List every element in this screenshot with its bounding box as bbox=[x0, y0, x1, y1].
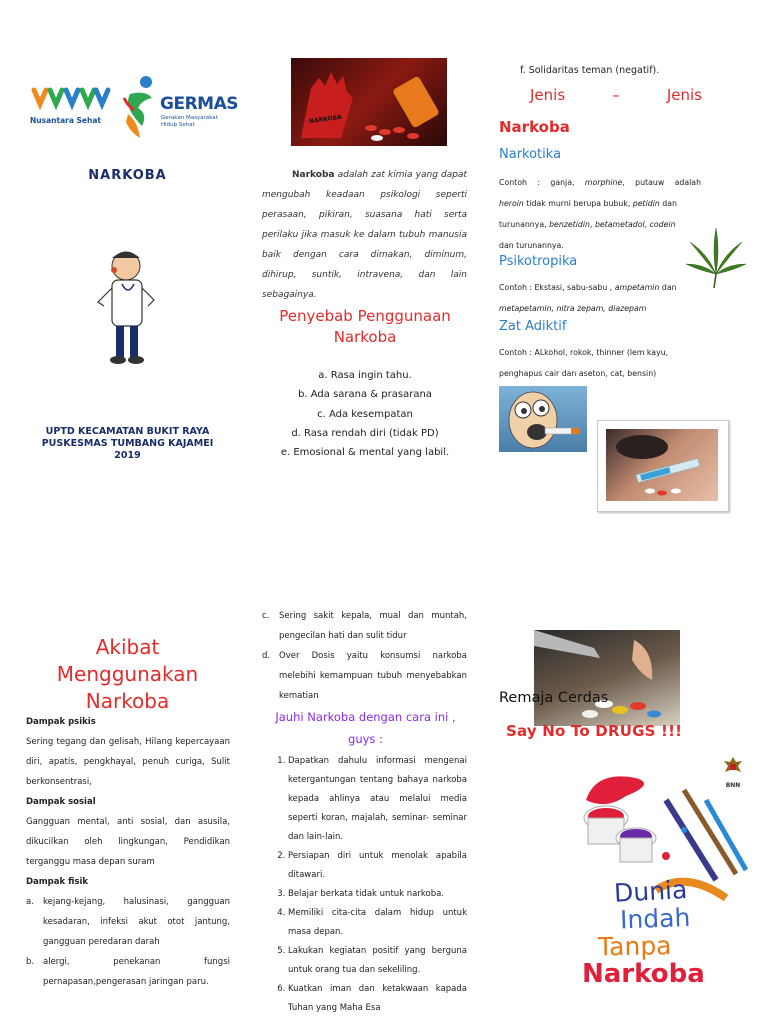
narkotika-text: dan turunannya. bbox=[499, 241, 564, 250]
psikotropika-title: Psikotropika bbox=[499, 254, 578, 269]
poster-word-dunia: Dunia bbox=[613, 875, 688, 908]
narkotika-text: Contoh : ganja, bbox=[499, 178, 585, 187]
dampak-fisik-title: Dampak fisik bbox=[26, 877, 89, 887]
effect-d-text: Over Dosis yaitu konsumsi narkoba melebihi kemampuan tubuh menyebabkan kematian bbox=[279, 651, 467, 701]
types-title-word: Jenis bbox=[666, 86, 702, 104]
dampak-fisik-item-a bbox=[26, 892, 230, 952]
effect-item-c bbox=[262, 606, 467, 646]
smoker-face-icon bbox=[499, 386, 587, 452]
cover-title: NARKOBA bbox=[88, 168, 167, 183]
effects-title bbox=[25, 634, 230, 715]
prevention-step: 3. Belajar berkata tidak untuk narkoba. bbox=[288, 885, 467, 904]
narkotika-term: benzetidin bbox=[549, 220, 590, 229]
germas-title: GERMAS bbox=[160, 94, 238, 114]
say-no-text: Say No To DRUGS !!! bbox=[506, 722, 683, 740]
effects-title-line-2: Menggunakan bbox=[56, 662, 199, 686]
narkotika-term: petidin bbox=[632, 199, 660, 208]
narkotika-text: , bbox=[644, 220, 650, 229]
psikotropika-term: metapetamin, nitra zepam, diazepam bbox=[499, 304, 647, 313]
narkotika-text: tidak murni berupa bubuk, bbox=[523, 199, 633, 208]
types-title-line-1 bbox=[530, 86, 702, 104]
doctor-illustration bbox=[92, 248, 164, 370]
poster-word-tanpa: Tanpa bbox=[597, 931, 672, 962]
narkotika-text: turunannya, bbox=[499, 220, 550, 229]
avoid-title bbox=[258, 706, 473, 750]
intro-paragraph bbox=[262, 165, 467, 305]
poster-slogan bbox=[580, 876, 760, 1006]
avoid-title-line-2: guys : bbox=[348, 732, 383, 746]
pills-and-hand-icon bbox=[534, 630, 680, 726]
prevention-steps bbox=[260, 752, 467, 1018]
causes-title bbox=[250, 306, 480, 348]
types-title-line-2: Narkoba bbox=[499, 118, 570, 136]
adiktif-title: Zat Adiktif bbox=[499, 319, 567, 334]
dampak-fisik-b-text: alergi, penekanan fungsi pernapasan,pengerasan jaringan paru. bbox=[43, 957, 230, 987]
narkotika-term: morphine bbox=[584, 178, 623, 187]
bnn-label: BNN bbox=[725, 782, 741, 789]
organization-block bbox=[25, 426, 230, 462]
cause-item: b. Ada sarana & prasarana bbox=[298, 389, 432, 401]
cause-item: a. Rasa ingin tahu. bbox=[318, 370, 412, 381]
effects-body bbox=[26, 712, 230, 992]
doctor-cartoon-icon bbox=[92, 248, 164, 370]
dampak-fisik-item-b bbox=[26, 952, 230, 992]
prevention-step: 1. Dapatkan dahulu informasi mengenai ketergantungan tentang bahaya narkoba kepada ahlinya atau melalui media seperti koran, majalah, seminar- seminar dan lain-lain. bbox=[288, 752, 467, 847]
prevention-step: 5. Lakukan kegiatan positif yang berguna untuk orang tua dan sekeliling. bbox=[288, 942, 467, 980]
prevention-step: 2. Persiapan diri untuk menolak apabila ditawari. bbox=[288, 847, 467, 885]
dampak-fisik-a-text: kejang-kejang, halusinasi, gangguan kesadaran, infeksi akut otot jantung, gangguan peredaran darah bbox=[43, 897, 230, 947]
psikotropika-text: dan bbox=[659, 283, 677, 292]
photo-label: NARKOBA bbox=[308, 113, 343, 126]
intro-text: adalah zat kimia yang dapat mengubah keadaan psikologi seperti perasaan, pikiran, suasana hati serta perilaku jika masuk ke dalam tubuh manusia baik dengan cara dimakan, diminum, dihirup, suntik, intravena, dan lain sebagainya. bbox=[262, 170, 467, 300]
poster-word-indah: Indah bbox=[619, 902, 691, 935]
psikotropika-examples bbox=[499, 277, 704, 319]
effects-title-line-1: Akibat bbox=[95, 635, 160, 659]
smoker-cartoon-image bbox=[499, 386, 587, 452]
effect-c-text: Sering sakit kepala, mual dan muntah, pengecilan hati dan sulit tidur bbox=[279, 611, 467, 641]
list-marker: d. bbox=[262, 651, 271, 661]
nusantara-sehat-logo bbox=[30, 80, 112, 128]
intro-lead: Narkoba bbox=[292, 170, 335, 180]
types-title-word: Jenis bbox=[530, 86, 566, 104]
drugs-hand-photo bbox=[291, 58, 447, 146]
organization-line-1: UPTD KECAMATAN BUKIT RAYA bbox=[45, 426, 210, 437]
poster-word-narkoba: Narkoba bbox=[582, 959, 705, 989]
avoid-title-line-1: Jauhi Narkoba dengan cara ini , bbox=[275, 710, 456, 724]
syringe-photo bbox=[606, 429, 718, 501]
germas-figure-icon bbox=[120, 74, 160, 144]
dampak-psikis-text: Sering tegang dan gelisah, Hilang kepercayaan diri, apatis, pengkhayal, penuh curiga, Sulit berkonsentrasi, bbox=[26, 737, 230, 787]
syringe-photo-frame bbox=[597, 420, 729, 512]
types-title-dash: – bbox=[612, 86, 620, 104]
cause-item-f: f. Solidaritas teman (negatif). bbox=[520, 65, 660, 76]
adiktif-text: penghapus cair dan aseton, cat, bensin) bbox=[499, 369, 657, 378]
prevention-list bbox=[260, 752, 467, 1018]
causes-list bbox=[250, 366, 480, 462]
effects-continued bbox=[262, 606, 467, 706]
germas-subtitle-2: Hidup Sehat bbox=[161, 122, 195, 128]
list-marker: a. bbox=[26, 897, 34, 907]
nusantara-sehat-emblem-icon bbox=[30, 80, 112, 110]
causes-title-line-2: Narkoba bbox=[333, 328, 397, 346]
effects-title-line-3: Narkoba bbox=[85, 689, 170, 713]
hand-and-pills-icon bbox=[291, 58, 447, 146]
narkotika-title: Narkotika bbox=[499, 147, 562, 162]
list-marker: c. bbox=[262, 611, 270, 621]
causes-title-line-1: Penyebab Penggunaan bbox=[279, 307, 451, 325]
remaja-cerdas-text: Remaja Cerdas bbox=[499, 690, 609, 706]
cause-item: e. Emosional & mental yang labil. bbox=[280, 447, 450, 459]
list-marker: b. bbox=[26, 957, 35, 967]
organization-year: 2019 bbox=[114, 450, 141, 461]
effect-item-d bbox=[262, 646, 467, 706]
narkotika-text: , putauw adalah bbox=[622, 178, 702, 187]
narkotika-text: dan bbox=[659, 199, 677, 208]
narkotika-term: codein bbox=[649, 220, 676, 229]
organization-line-2: PUSKESMAS TUMBANG KAJAMEI bbox=[41, 438, 214, 449]
narkotika-term: betametadol bbox=[594, 220, 645, 229]
dampak-psikis-title: Dampak psikis bbox=[26, 717, 96, 727]
adiktif-examples bbox=[499, 342, 704, 384]
cause-item: d. Rasa rendah diri (tidak PD) bbox=[291, 427, 439, 439]
prevention-step: 6. Kuatkan iman dan ketakwaan kapada Tuhan yang Maha Esa bbox=[288, 980, 467, 1018]
psikotropika-term: ampetamin bbox=[614, 283, 660, 292]
prevention-step: 4. Memiliki cita-cita dalam hidup untuk masa depan. bbox=[288, 904, 467, 942]
dampak-sosial-title: Dampak sosial bbox=[26, 797, 96, 807]
germas-subtitle-1: Gerakan Masyarakat bbox=[161, 115, 218, 121]
nusantara-sehat-label: Nusantara Sehat bbox=[30, 116, 101, 125]
narkotika-term: heroin bbox=[499, 199, 524, 208]
narkotika-text: , bbox=[589, 220, 595, 229]
drug-use-photo bbox=[534, 630, 680, 726]
narkotika-examples bbox=[499, 172, 701, 256]
dampak-sosial-text: Gangguan mental, anti sosial, dan asusila, dikucilkan oleh lingkungan, Pendidikan terganggu masa depan suram bbox=[26, 817, 230, 867]
germas-logo bbox=[120, 74, 238, 144]
syringe-icon bbox=[606, 429, 718, 501]
psikotropika-text: Contoh : Ekstasi, sabu-sabu , bbox=[499, 283, 615, 292]
cause-item: c. Ada kesempatan bbox=[317, 408, 413, 420]
adiktif-text: Contoh : ALkohol, rokok, thinner (lem kayu, bbox=[499, 348, 669, 357]
